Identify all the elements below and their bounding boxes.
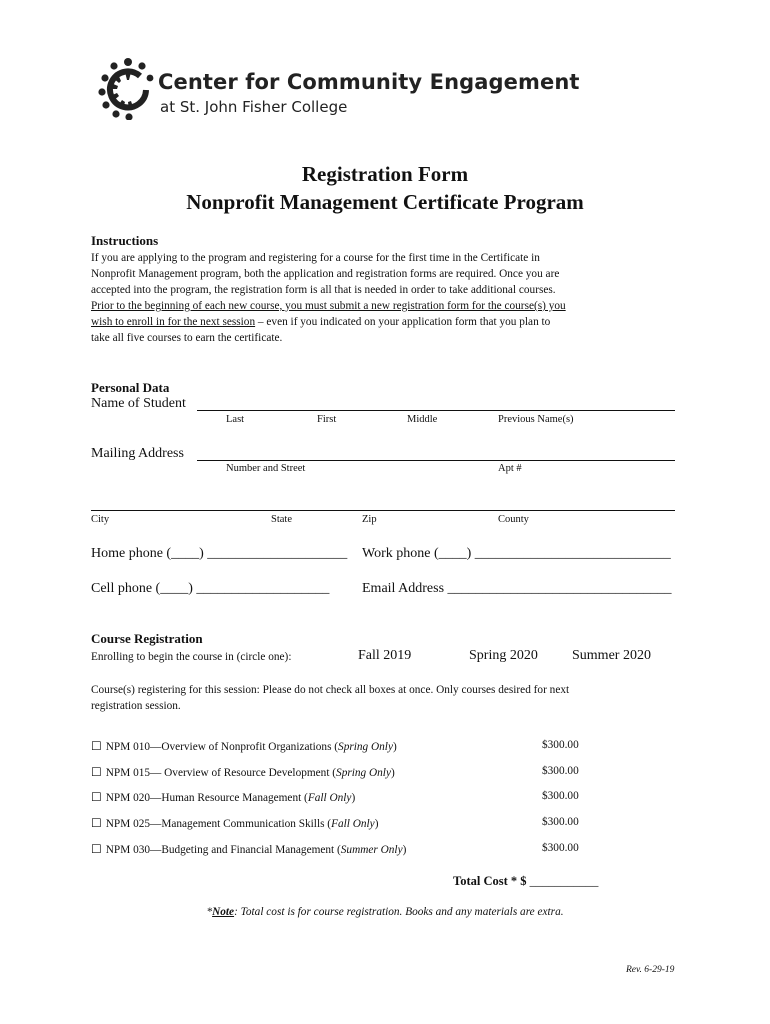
mailing-address-field[interactable] (197, 460, 675, 461)
course-title: NPM 010—Overview of Nonprofit Organizations ( (105, 741, 339, 753)
course-item (91, 814, 611, 840)
program-title: Nonprofit Management Certificate Program (186, 190, 584, 214)
course-name (106, 767, 395, 779)
name-sub-last: Last (226, 414, 245, 425)
course-price: $300.00 (542, 764, 579, 777)
course-paren: ) (390, 766, 395, 779)
personal-data-heading: Personal Data (91, 380, 170, 395)
course-item (91, 763, 611, 789)
course-item (91, 737, 611, 763)
instructions-underlined: wish to enroll in for the next session (91, 316, 256, 328)
course-title: NPM 030—Budgeting and Financial Management ( (105, 843, 341, 856)
total-cost-label: Total Cost * $ (453, 874, 530, 888)
footnote-text: : Total cost is for course registration. Books and any materials are extra. (234, 906, 564, 918)
city-state-zip-field[interactable] (91, 510, 675, 511)
instructions-body (91, 250, 691, 346)
checkbox-npm030[interactable]: ☐ (91, 841, 102, 856)
student-name-field[interactable] (197, 410, 675, 411)
city-sub-state: State (271, 514, 292, 525)
instructions-line: take all five courses to earn the certificate. (91, 332, 283, 344)
mailing-sub-street: Number and Street (226, 463, 306, 474)
name-sub-previous: Previous Name(s) (498, 414, 574, 425)
course-term: Spring Only (336, 766, 391, 779)
course-item (91, 788, 611, 814)
email-field[interactable]: Email Address ________________________________ (362, 581, 672, 596)
checkbox-npm015[interactable]: ☐ (91, 764, 102, 779)
course-name (106, 844, 407, 856)
form-title: Registration Form (301, 162, 469, 186)
enroll-label: Enrolling to begin the course in (circle one): (91, 651, 292, 663)
course-price: $300.00 (542, 790, 579, 803)
course-paren: ) (392, 741, 397, 753)
course-paren: ) (402, 843, 407, 856)
instructions-text: – even if you indicated on your application form that you plan to (255, 316, 551, 328)
total-cost (453, 874, 598, 889)
city-sub-county: County (498, 514, 529, 525)
instructions-line (91, 314, 691, 330)
logo-subtitle: at St. John Fisher College (160, 98, 348, 116)
term-option-fall[interactable]: Fall 2019 (358, 648, 412, 663)
course-paren: ) (351, 792, 356, 805)
course-note-line: registration session. (91, 700, 181, 712)
course-registration-heading: Course Registration (91, 631, 203, 646)
logo-title: Center for Community Engagement (158, 70, 580, 94)
course-title: NPM 025—Management Communication Skills ( (105, 818, 332, 831)
course-note-line: Course(s) registering for this session: Please do not check all boxes at once. Only courses desired for next (91, 684, 570, 696)
footnote-star: * (206, 906, 213, 918)
course-name (106, 792, 355, 804)
course-title: NPM 015— Overview of Resource Development ( (105, 766, 337, 779)
course-price: $300.00 (542, 816, 579, 829)
instructions-line: Nonprofit Management program, both the application and registration forms are required. Once you are (91, 268, 560, 280)
course-term: Fall Only (307, 792, 352, 805)
revision-date: Rev. 6-29-19 (626, 965, 675, 975)
cell-phone-field[interactable]: Cell phone (____) ___________________ (91, 581, 330, 596)
city-sub-zip: Zip (362, 514, 377, 525)
total-cost-field[interactable]: ___________ (529, 874, 599, 888)
term-option-summer[interactable]: Summer 2020 (572, 648, 651, 663)
instructions-line: Prior to the beginning of each new course, you must submit a new registration form for the course(s) you (91, 300, 566, 312)
course-price: $300.00 (542, 739, 579, 751)
checkbox-npm020[interactable]: ☐ (91, 790, 102, 805)
course-price: $300.00 (542, 841, 579, 854)
logo (96, 52, 580, 124)
logo-sunburst-icon (96, 54, 160, 120)
course-title: NPM 020—Human Resource Management ( (105, 792, 308, 805)
instructions-heading: Instructions (91, 233, 159, 248)
mailing-address-label: Mailing Address (91, 446, 184, 461)
course-name (106, 818, 379, 830)
checkbox-npm025[interactable]: ☐ (91, 816, 102, 831)
name-sub-middle: Middle (407, 414, 438, 425)
course-item (91, 840, 611, 866)
term-option-spring[interactable]: Spring 2020 (469, 648, 538, 663)
course-term: Summer Only (340, 843, 403, 856)
checkbox-npm010[interactable]: ☐ (91, 739, 102, 753)
course-name (106, 741, 397, 753)
course-note (91, 682, 691, 714)
mailing-sub-apt: Apt # (498, 463, 522, 474)
course-term: Fall Only (331, 818, 375, 831)
student-name-label: Name of Student (91, 396, 186, 411)
footnote (0, 906, 770, 918)
name-sub-first: First (317, 414, 337, 425)
instructions-line: accepted into the program, the registration form is all that is needed in order to take additional courses. (91, 284, 556, 296)
course-paren: ) (374, 818, 379, 831)
footnote-note-word: Note (212, 906, 235, 918)
home-phone-field[interactable]: Home phone (____) ____________________ (91, 546, 348, 561)
work-phone-field[interactable]: Work phone (____) ____________________________ (362, 546, 671, 561)
course-term: Spring Only (338, 741, 393, 753)
city-sub-city: City (91, 514, 110, 525)
course-list (91, 737, 611, 865)
instructions-line: If you are applying to the program and registering for a course for the first time in the Certificate in (91, 252, 540, 264)
